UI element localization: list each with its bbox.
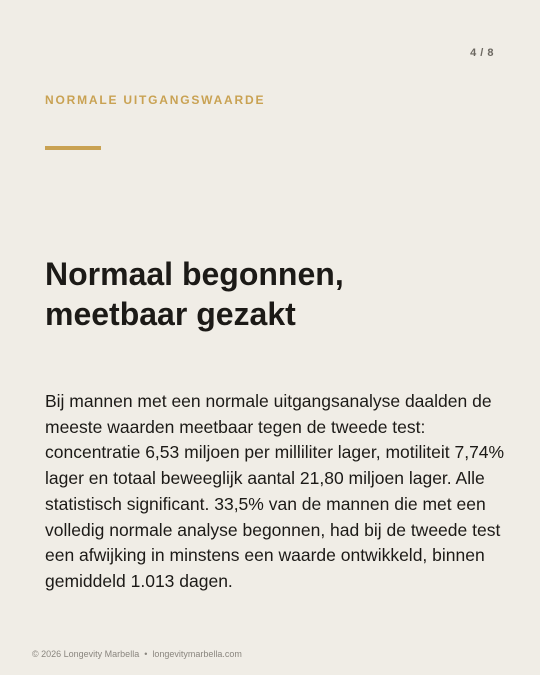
footer xyxy=(32,649,242,659)
footer-website: longevitymarbella.com xyxy=(152,649,242,659)
footer-copyright: © 2026 Longevity Marbella xyxy=(32,649,140,659)
accent-divider xyxy=(45,146,101,150)
section-eyebrow: NORMALE UITGANGSWAARDE xyxy=(45,93,266,107)
headline: Normaal begonnen, meetbaar gezakt xyxy=(45,256,344,332)
body-paragraph: Bij mannen met een normale uitgangsanalyse daalden de meeste waarden meetbaar tegen de tweede test: concentratie 6,53 miljoen per milliliter lager, motiliteit 7,74% lager en totaal beweeglijk aantal 21,80 miljoen lager. Alle statistisch significant. 33,5% van de mannen die met een volledig normale analyse begonnen, had bij de tweede test een afwijking in minstens een waarde ontwikkeld, binnen gemiddeld 1.013 dagen. xyxy=(45,391,505,591)
footer-separator: • xyxy=(144,649,148,659)
page-counter: 4 / 8 xyxy=(470,47,494,59)
